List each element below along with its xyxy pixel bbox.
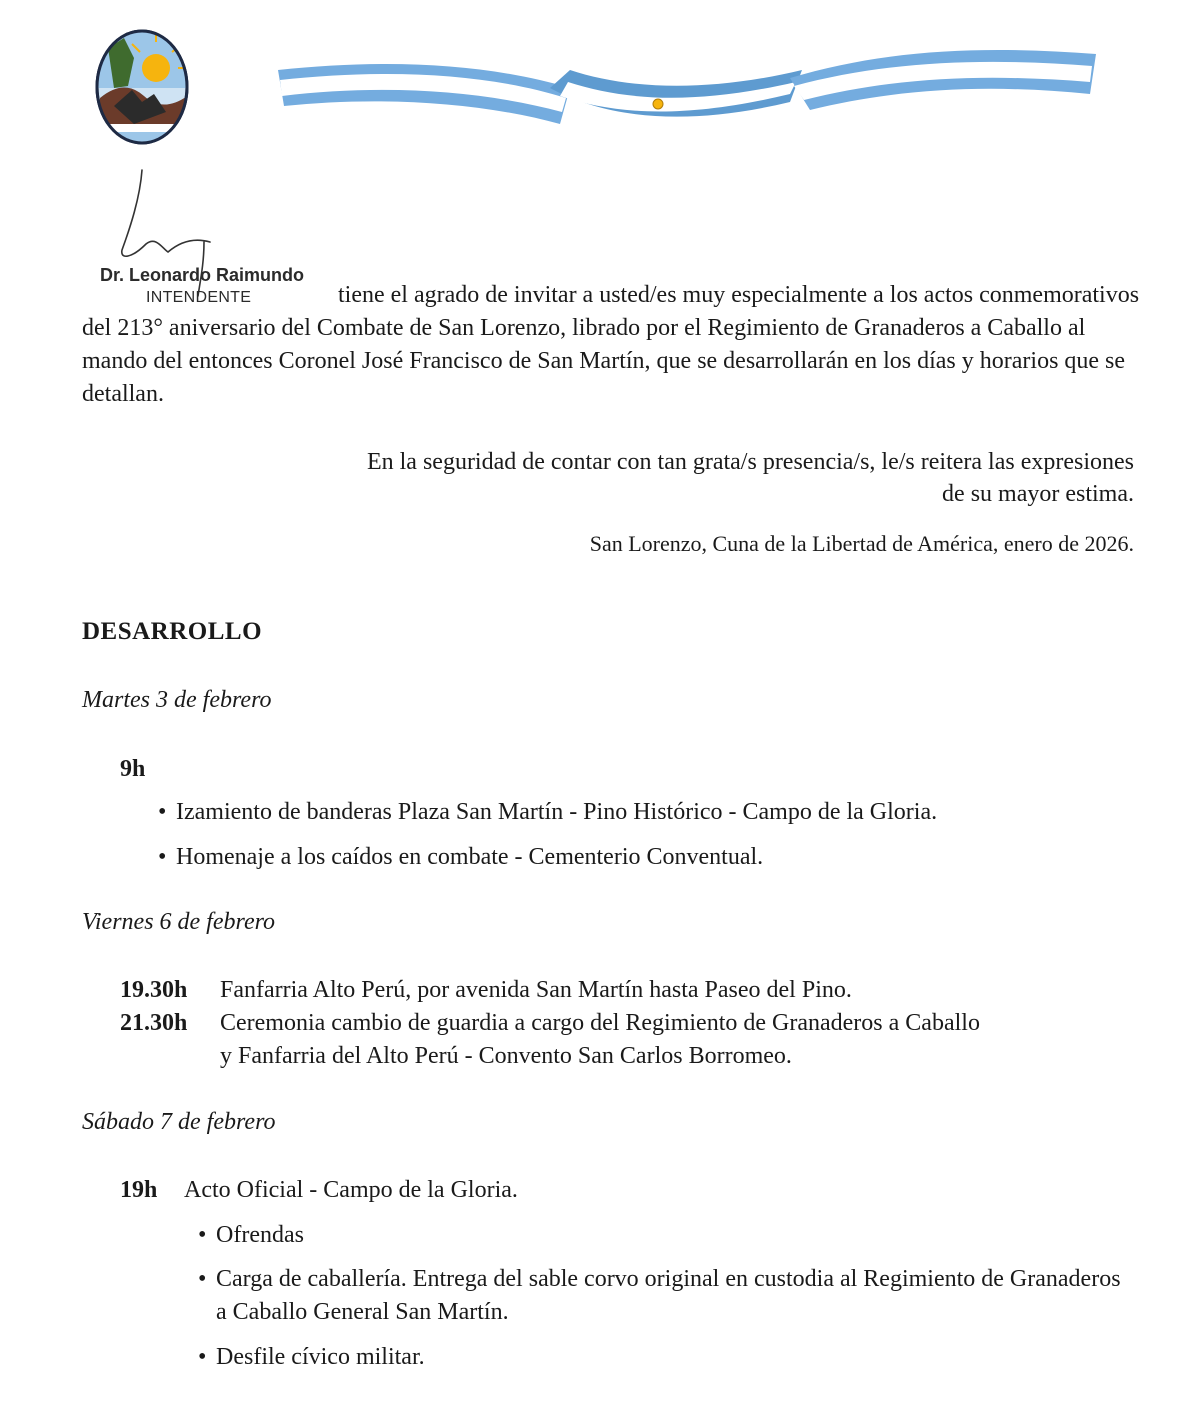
day-label: Viernes 6 de febrero: [82, 909, 276, 935]
signatory-name: Dr. Leonardo Raimundo: [100, 265, 305, 285]
invitation-paragraph: tiene el agrado de invitar a usted/es muy especialmente a los actos conmemorativos del 213° aniversario del Combate de San Lorenzo, librado por el Regimiento de Granaderos a Caballo al mando del entonces Coronel José Francisco de San Martín, que se desarrollarán en los días y horarios que se detallan.: [82, 282, 1140, 407]
argentine-flag-ribbon-icon: [270, 40, 1102, 130]
dateline: San Lorenzo, Cuna de la Libertad de América, enero de 2026.: [589, 531, 1134, 556]
list-item: • Izamiento de banderas Plaza San Martín - Pino Histórico - Campo de la Gloria.: [158, 799, 938, 825]
event-time: 19.30h: [120, 977, 188, 1003]
event-description: Ceremonia cambio de guardia a cargo del Regimiento de Granaderos a Caballo: [220, 1010, 980, 1036]
closing-paragraph: [234, 446, 1134, 510]
day-label: Sábado 7 de febrero: [82, 1109, 276, 1135]
event-time: 21.30h: [120, 1010, 188, 1036]
event-time: 9h: [120, 756, 146, 782]
closing-line-2: de su mayor estima.: [942, 481, 1134, 507]
municipal-crest-icon: [94, 28, 190, 146]
signatory-title: INTENDENTE: [146, 289, 252, 306]
list-item: • Carga de caballería. Entrega del sable corvo original en custodia al Regimiento de Granaderos a Caballo General San Martín.: [198, 1266, 1121, 1325]
list-item: • Desfile cívico militar.: [198, 1344, 425, 1370]
event-time: 19h: [120, 1177, 158, 1203]
event-description: Fanfarria Alto Perú, por avenida San Martín hasta Paseo del Pino.: [220, 977, 852, 1003]
closing-line-1: En la seguridad de contar con tan grata/s presencia/s, le/s reitera las expresiones: [366, 449, 1134, 475]
list-item: • Ofrendas: [198, 1222, 304, 1248]
list-item: • Homenaje a los caídos en combate - Cementerio Conventual.: [158, 844, 764, 870]
day-label: Martes 3 de febrero: [82, 687, 272, 713]
event-description: Acto Oficial - Campo de la Gloria.: [184, 1177, 518, 1203]
event-description: y Fanfarria del Alto Perú - Convento San Carlos Borromeo.: [220, 1043, 792, 1069]
program-title: DESARROLLO: [82, 618, 263, 645]
